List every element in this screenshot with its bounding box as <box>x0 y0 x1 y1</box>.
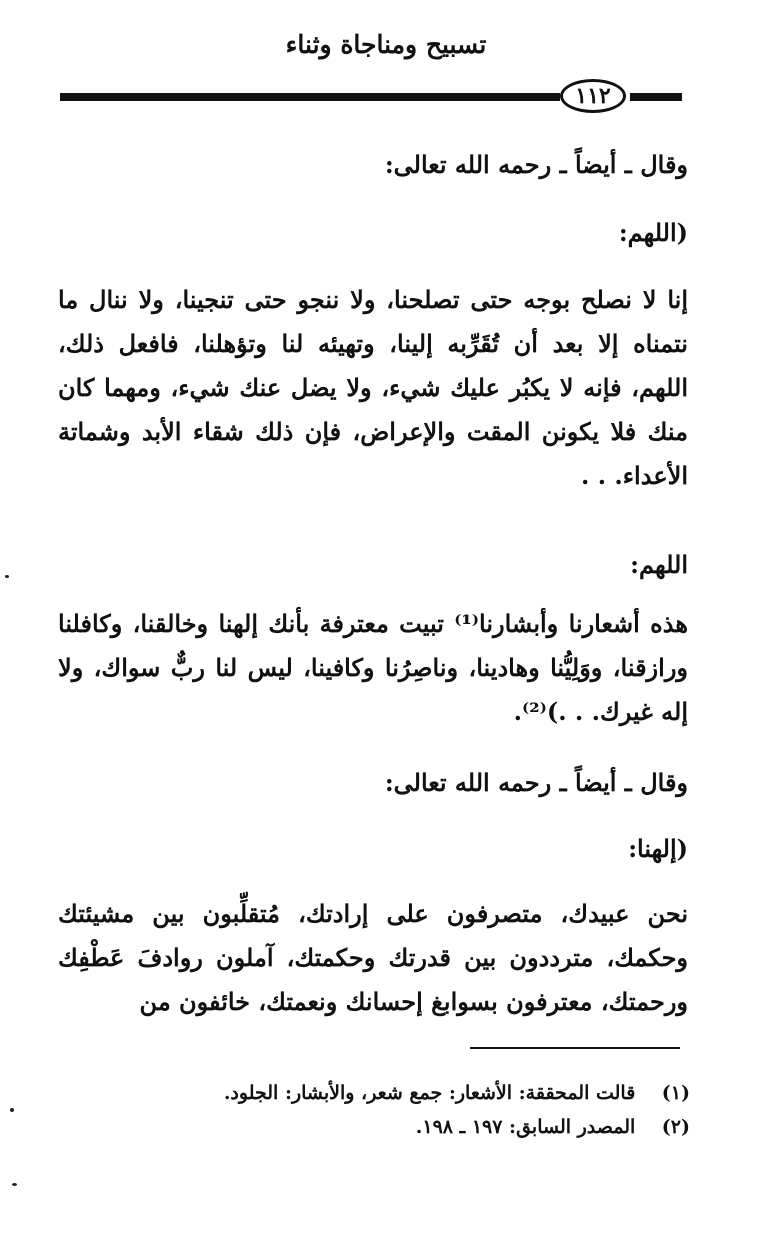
intro-line-1: وقال ـ أيضاً ـ رحمه الله تعالى: <box>384 150 688 179</box>
header-rule-right <box>630 93 682 101</box>
paragraph-2: هذه أشعارنا وأبشارنا⁽¹⁾ تبيت معترفة بأنك إلهنا وخالقنا، وكافلنا ورازقنا، ووَلِيُّنا وهادينا، وناصِرُنا وكافينا، ليس لنا ربٌّ سواك، ولا إله غيرك. . .)⁽²⁾. <box>58 609 688 726</box>
intro-line-2: وقال ـ أيضاً ـ رحمه الله تعالى: <box>384 768 688 797</box>
header-rule-left <box>60 93 560 101</box>
paragraph-1-opening: (اللهم: <box>618 218 688 247</box>
scan-speck <box>5 575 9 578</box>
paragraph-3-opening: (إلهنا: <box>628 834 688 863</box>
running-header-title: تسبيح ومناجاة وثناء <box>285 30 487 59</box>
paragraph-2-opening: اللهم: <box>630 550 688 579</box>
footnote-2-marker: (٢) <box>661 1116 690 1138</box>
footnote-1-marker: (١) <box>661 1082 690 1104</box>
footnote-2-text: المصدر السابق: ١٩٧ ـ ١٩٨. <box>415 1116 636 1138</box>
scan-speck <box>10 1108 14 1112</box>
paragraph-1: إنا لا نصلح بوجه حتى تصلحنا، ولا ننجو حتى تنجينا، ولا ننال ما نتمناه إلا بعد أن تُقَرِّبه إلينا، وتهيئه لنا وتؤهلنا، فافعل ذلك، اللهم، فإنه لا يكبُر عليك شيء، ولا يضل عنك شيء، ومهما كان منك فلا يكونن المقت والإعراض، فإن ذلك شقاء الأبد وشماتة الأعداء. . . <box>58 285 688 490</box>
footnote-1 <box>224 1082 690 1104</box>
scan-speck <box>12 1183 17 1186</box>
footnote-2 <box>416 1116 690 1138</box>
paragraph-3: نحن عبيدك، متصرفون على إرادتك، مُتقلِّبون بين مشيئتك وحكمك، مترددون بين قدرتك وحكمتك، آملون روادفَ عَطْفِك ورحمتك، معترفون بسوابغ إحسانك ونعمتك، خائفون من <box>58 899 688 1016</box>
footnote-separator <box>470 1047 680 1049</box>
footnote-1-text: قالت المحققة: الأشعار: جمع شعر، والأبشار: الجلود. <box>223 1082 636 1104</box>
page-number: ١١٢ <box>560 79 626 113</box>
